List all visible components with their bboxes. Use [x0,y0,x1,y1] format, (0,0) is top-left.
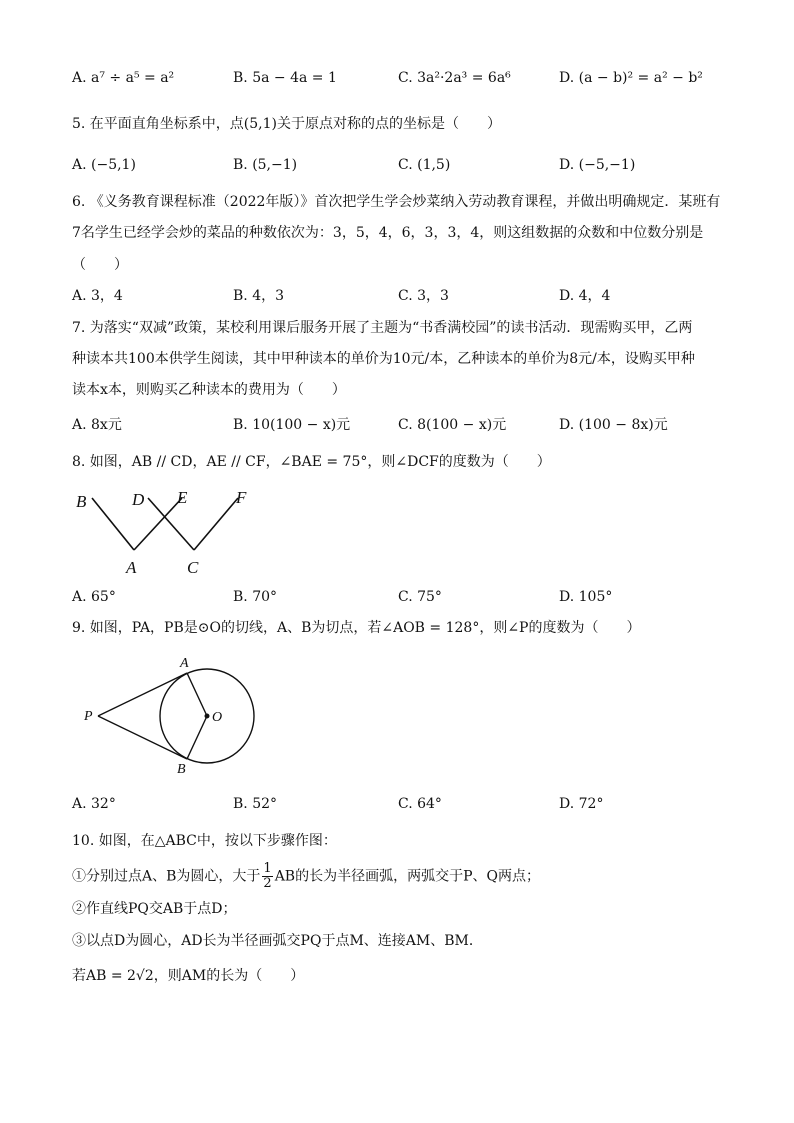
q9-figure [80,650,260,780]
q9-label-b: B [177,762,186,777]
q4-option-b: B. 5a − 4a = 1 [233,70,337,86]
q8-label-e: E [177,488,188,507]
q8-label-d: D [132,490,145,509]
q5-option-c: C. (1,5) [398,157,451,173]
q6-option-a: A. 3，4 [72,288,123,304]
q9-option-d: D. 72° [559,796,604,812]
q10-step1-pre: ①分别过点A、B为圆心，大于 [72,868,261,885]
q9-option-a: A. 32° [72,796,116,812]
q7-option-a: A. 8x元 [72,417,122,433]
q6-option-d: D. 4，4 [559,288,611,304]
q8-figure [70,485,270,585]
q8-label-b: B [76,492,87,511]
q9-tangent-pa [98,673,187,716]
q9-option-b: B. 52° [233,796,278,812]
q7-option-c: C. 8(100 − x)元 [398,417,507,433]
q10-step1-post: AB的长为半径画弧，两弧交于P、Q两点； [274,868,540,885]
fraction-denominator: 2 [263,876,272,891]
q9-center-point [205,714,210,719]
q5-stem: 5. 在平面直角坐标系中，点(5,1)关于原点对称的点的坐标是（ ） [72,116,501,132]
q9-label-a: A [180,656,189,671]
q7-option-b: B. 10(100 − x)元 [233,417,351,433]
q6-stem-line2: 7名学生已经学会炒的菜品的种数依次为：3，5，4，6，3，3，4，则这组数据的众数和中位数分别是 [72,225,704,241]
q10-step1 [72,862,540,891]
q10-fraction-half [262,862,272,891]
q9-stem: 9. 如图，PA，PB是⊙O的切线，A、B为切点，若∠AOB = 128°，则∠P的度数为（ ） [72,620,641,636]
q5-option-b: B. (5,−1) [233,157,298,173]
q8-label-f: F [236,488,247,507]
q4-option-d: D. (a − b)² = a² − b² [559,70,703,86]
q9-radius-ob [187,716,207,759]
fraction-numerator: 1 [263,861,272,876]
q7-stem-line3: 读本x本，则购买乙种读本的费用为（ ） [72,382,346,398]
q7-stem-line1: 7. 为落实“双减”政策，某校利用课后服务开展了主题为“书香满校园”的读书活动．现需购买甲，乙两 [72,320,693,336]
q5-option-a: A. (−5,1) [72,157,136,173]
q6-stem-line3: （ ） [72,257,128,273]
q9-radius-oa [187,673,207,716]
q6-option-c: C. 3，3 [398,288,449,304]
q8-segment-ab [92,498,134,550]
q8-segment-cf [194,498,238,550]
q10-question: 若AB = 2√2，则AM的长为（ ） [72,968,305,984]
q6-stem-line1: 6. 《义务教育课程标准（2022年版）》首次把学生学会炒菜纳入劳动教育课程，并做出明确规定．某班有 [72,194,721,210]
q8-option-d: D. 105° [559,589,613,605]
q8-option-c: C. 75° [398,589,442,605]
q4-option-c: C. 3a²·2a³ = 6a⁶ [398,70,511,86]
q9-option-c: C. 64° [398,796,442,812]
q10-stem: 10. 如图，在△ABC中，按以下步骤作图： [72,833,337,849]
q9-label-p: P [84,709,93,724]
q7-option-d: D. (100 − 8x)元 [559,417,668,433]
q8-stem: 8. 如图，AB // CD，AE // CF，∠BAE = 75°，则∠DCF的度数为（ ） [72,454,551,470]
q5-option-d: D. (−5,−1) [559,157,636,173]
q10-step2: ②作直线PQ交AB于点D； [72,901,237,917]
q8-option-a: A. 65° [72,589,116,605]
q8-option-b: B. 70° [233,589,278,605]
q8-label-a: A [126,558,137,577]
q8-label-c: C [187,558,199,577]
q9-tangent-pb [98,716,187,759]
q6-option-b: B. 4，3 [233,288,285,304]
q9-label-o: O [212,710,223,725]
q4-option-a: A. a⁷ ÷ a⁵ = a² [72,70,175,86]
q7-stem-line2: 种读本共100本供学生阅读，其中甲种读本的单价为10元/本，乙种读本的单价为8元/本，设购买甲种 [72,351,695,367]
q10-step3: ③以点D为圆心，AD长为半径画弧交PQ于点M、连接AM、BM． [72,933,483,949]
